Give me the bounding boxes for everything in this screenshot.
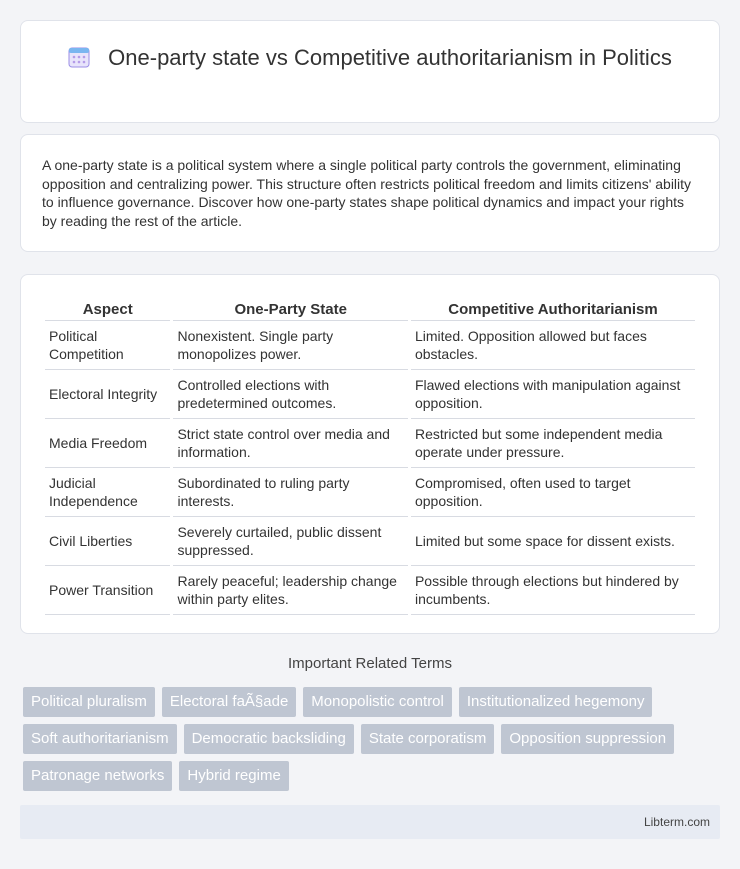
header-competitive-authoritarianism: Competitive Authoritarianism [411, 295, 695, 321]
header-one-party-state: One-Party State [173, 295, 408, 321]
related-term-tag[interactable]: Soft authoritarianism [23, 724, 177, 754]
row-competitive: Flawed elections with manipulation against opposition. [411, 370, 695, 419]
related-term-tag[interactable]: Political pluralism [23, 687, 155, 717]
related-term-tag[interactable]: Monopolistic control [303, 687, 452, 717]
page-title-wrap [21, 44, 719, 72]
related-term-tag[interactable]: Hybrid regime [179, 761, 288, 791]
related-term-tag[interactable]: State corporatism [361, 724, 495, 754]
table-row [45, 517, 695, 566]
table-row [45, 468, 695, 517]
table-row [45, 370, 695, 419]
row-competitive: Restricted but some independent media operate under pressure. [411, 419, 695, 468]
row-aspect: Media Freedom [45, 419, 170, 468]
row-one-party: Nonexistent. Single party monopolizes power. [173, 321, 408, 370]
related-terms-list [23, 687, 713, 791]
related-term-tag[interactable]: Opposition suppression [501, 724, 674, 754]
row-one-party: Subordinated to ruling party interests. [173, 468, 408, 517]
row-competitive: Limited. Opposition allowed but faces obstacles. [411, 321, 695, 370]
row-one-party: Strict state control over media and information. [173, 419, 408, 468]
intro-card [20, 134, 720, 252]
related-term-tag[interactable]: Electoral faÃ§ade [162, 687, 296, 717]
related-term-tag[interactable]: Patronage networks [23, 761, 172, 791]
page-title: One-party state vs Competitive authoritarianism in Politics [108, 45, 672, 70]
row-aspect: Civil Liberties [45, 517, 170, 566]
table-row [45, 321, 695, 370]
related-terms-title: Important Related Terms [288, 655, 452, 672]
table-header-row [45, 295, 695, 321]
header-aspect: Aspect [45, 295, 170, 321]
row-one-party: Controlled elections with predetermined outcomes. [173, 370, 408, 419]
row-competitive: Limited but some space for dissent exists. [411, 517, 695, 566]
row-one-party: Rarely peaceful; leadership change within party elites. [173, 566, 408, 615]
table-row [45, 419, 695, 468]
row-aspect: Power Transition [45, 566, 170, 615]
row-competitive: Possible through elections but hindered by incumbents. [411, 566, 695, 615]
footer [20, 805, 720, 839]
row-aspect: Judicial Independence [45, 468, 170, 517]
comparison-table [42, 295, 698, 615]
footer-site-link[interactable]: Libterm.com [643, 815, 710, 829]
row-one-party: Severely curtailed, public dissent suppressed. [173, 517, 408, 566]
title-card [20, 20, 720, 123]
comparison-table-card [20, 274, 720, 634]
related-term-tag[interactable]: Democratic backsliding [184, 724, 354, 754]
intro-text: A one-party state is a political system where a single political party controls the government, eliminating opposition and centralizing power. This structure often restricts political freedom and limits citizens' ability to influence governance. Discover how one-party states shape political dynamics and impact your rights by reading the rest of the article. [42, 157, 692, 229]
row-competitive: Compromised, often used to target opposition. [411, 468, 695, 517]
calendar-icon [68, 46, 90, 68]
row-aspect: Electoral Integrity [45, 370, 170, 419]
row-aspect: Political Competition [45, 321, 170, 370]
related-term-tag[interactable]: Institutionalized hegemony [459, 687, 653, 717]
table-row [45, 566, 695, 615]
